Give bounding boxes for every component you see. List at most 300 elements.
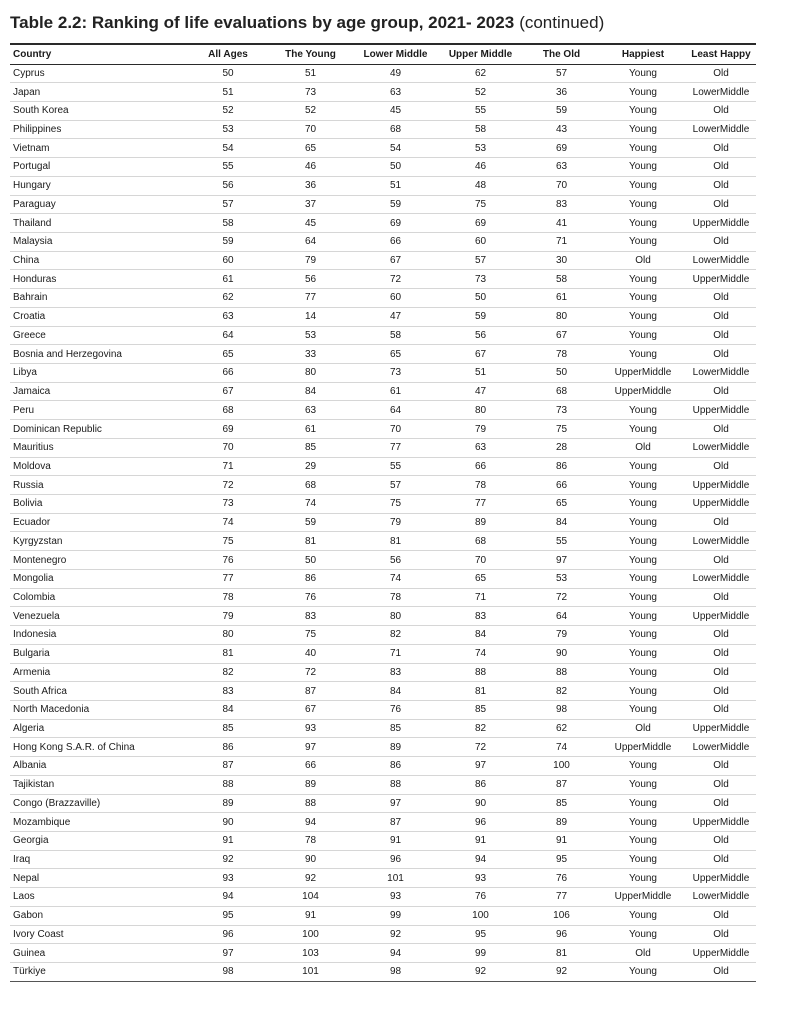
cell-the-young: 103 <box>302 947 319 959</box>
cell-the-old: 68 <box>555 386 568 398</box>
cell-upper-middle: 92 <box>474 966 487 978</box>
cell-least-happy: Old <box>713 386 729 398</box>
cell-all-ages: 53 <box>222 124 234 136</box>
cell-all-ages: 70 <box>222 442 234 454</box>
cell-happiest: Young <box>629 779 657 791</box>
cell-upper-middle: 72 <box>474 741 487 753</box>
cell-least-happy: Old <box>713 591 729 603</box>
cell-all-ages: 72 <box>222 479 234 491</box>
table-title-continued: (continued) <box>519 13 605 32</box>
table-row <box>10 457 756 476</box>
cell-the-young: 84 <box>304 386 317 398</box>
cell-upper-middle: 68 <box>474 535 487 547</box>
cell-least-happy: Old <box>713 760 729 772</box>
cell-upper-middle: 70 <box>474 554 487 566</box>
cell-happiest: Young <box>629 236 657 248</box>
cell-least-happy: Old <box>713 311 729 323</box>
cell-the-young: 101 <box>302 966 319 978</box>
cell-the-old: 66 <box>555 479 568 491</box>
column-header-least-happy: Least Happy <box>691 48 751 60</box>
cell-all-ages: 50 <box>222 67 234 79</box>
table-row <box>10 813 756 832</box>
cell-lower-middle: 60 <box>389 292 402 304</box>
cell-lower-middle: 66 <box>389 236 402 248</box>
cell-all-ages: 60 <box>222 255 234 267</box>
cell-happiest: Young <box>629 479 657 491</box>
cell-lower-middle: 96 <box>389 854 402 866</box>
cell-country: Bahrain <box>13 292 48 304</box>
cell-least-happy: UpperMiddle <box>692 217 750 229</box>
cell-upper-middle: 53 <box>474 142 487 154</box>
cell-country: Malaysia <box>13 236 53 248</box>
cell-upper-middle: 94 <box>474 854 487 866</box>
cell-lower-middle: 83 <box>389 666 402 678</box>
table-row <box>10 289 756 308</box>
cell-least-happy: Old <box>713 554 729 566</box>
cell-the-young: 89 <box>304 779 317 791</box>
table-row <box>10 794 756 813</box>
cell-least-happy: UpperMiddle <box>692 947 750 959</box>
table-row <box>10 607 756 626</box>
cell-the-old: 82 <box>555 685 568 697</box>
cell-all-ages: 71 <box>222 460 234 472</box>
cell-upper-middle: 99 <box>474 947 487 959</box>
cell-happiest: Young <box>629 292 657 304</box>
cell-all-ages: 65 <box>222 348 234 360</box>
table-row <box>10 888 756 907</box>
cell-the-old: 41 <box>555 217 568 229</box>
cell-the-young: 33 <box>304 348 317 360</box>
cell-lower-middle: 69 <box>389 217 402 229</box>
cell-the-young: 104 <box>302 891 319 903</box>
cell-country: Japan <box>13 86 41 98</box>
cell-country: Bulgaria <box>13 648 50 660</box>
cell-upper-middle: 76 <box>474 891 487 903</box>
cell-lower-middle: 89 <box>389 741 402 753</box>
cell-the-young: 67 <box>304 704 317 716</box>
cell-happiest: Old <box>635 947 651 959</box>
cell-all-ages: 94 <box>222 891 234 903</box>
cell-the-old: 61 <box>555 292 568 304</box>
cell-lower-middle: 74 <box>389 573 402 585</box>
cell-all-ages: 74 <box>222 517 234 529</box>
cell-lower-middle: 77 <box>389 442 402 454</box>
cell-all-ages: 59 <box>222 236 234 248</box>
cell-least-happy: Old <box>713 142 729 154</box>
cell-happiest: Young <box>629 329 657 341</box>
cell-the-old: 72 <box>555 591 568 603</box>
cell-all-ages: 98 <box>222 966 234 978</box>
cell-the-old: 53 <box>555 573 568 585</box>
column-header-the-young: The Young <box>285 48 336 60</box>
cell-happiest: Young <box>629 217 657 229</box>
cell-the-old: 76 <box>555 872 568 884</box>
cell-the-young: 88 <box>304 797 317 809</box>
cell-lower-middle: 58 <box>389 329 402 341</box>
cell-all-ages: 90 <box>222 816 234 828</box>
cell-the-old: 78 <box>555 348 568 360</box>
cell-all-ages: 54 <box>222 142 234 154</box>
cell-country: Peru <box>13 404 35 416</box>
cell-happiest: Young <box>629 554 657 566</box>
cell-upper-middle: 57 <box>474 255 487 267</box>
cell-upper-middle: 60 <box>474 236 487 248</box>
cell-upper-middle: 69 <box>474 217 487 229</box>
cell-all-ages: 68 <box>222 404 234 416</box>
column-header-lower-middle: Lower Middle <box>363 48 428 60</box>
table-row <box>10 326 756 345</box>
cell-country: Ecuador <box>13 517 51 529</box>
table-row <box>10 569 756 588</box>
cell-least-happy: UpperMiddle <box>692 498 750 510</box>
cell-lower-middle: 59 <box>389 198 402 210</box>
cell-lower-middle: 50 <box>389 161 402 173</box>
cell-country: Iraq <box>13 854 31 866</box>
cell-happiest: Young <box>629 124 657 136</box>
cell-lower-middle: 49 <box>389 67 402 79</box>
cell-lower-middle: 76 <box>389 704 402 716</box>
cell-happiest: UpperMiddle <box>614 741 672 753</box>
cell-least-happy: Old <box>713 236 729 248</box>
table-row <box>10 101 756 120</box>
cell-least-happy: Old <box>713 423 729 435</box>
cell-least-happy: Old <box>713 180 729 192</box>
cell-country: Türkiye <box>13 966 46 978</box>
cell-country: Moldova <box>13 460 51 472</box>
cell-lower-middle: 93 <box>389 891 402 903</box>
cell-upper-middle: 85 <box>474 704 487 716</box>
cell-the-young: 66 <box>304 760 317 772</box>
cell-the-young: 50 <box>304 554 317 566</box>
cell-lower-middle: 79 <box>389 517 402 529</box>
cell-least-happy: Old <box>713 292 729 304</box>
cell-country: Congo (Brazzaville) <box>13 797 101 809</box>
cell-least-happy: LowerMiddle <box>692 255 750 267</box>
table-row <box>10 775 756 794</box>
cell-all-ages: 84 <box>222 704 234 716</box>
cell-upper-middle: 77 <box>474 498 487 510</box>
cell-country: Hong Kong S.A.R. of China <box>13 741 135 753</box>
cell-least-happy: Old <box>713 666 729 678</box>
cell-all-ages: 85 <box>222 723 234 735</box>
cell-happiest: Young <box>629 348 657 360</box>
cell-lower-middle: 82 <box>389 629 402 641</box>
cell-the-young: 61 <box>304 423 317 435</box>
cell-all-ages: 92 <box>222 854 234 866</box>
cell-country: Armenia <box>13 666 51 678</box>
cell-least-happy: LowerMiddle <box>692 442 750 454</box>
cell-all-ages: 55 <box>222 161 234 173</box>
cell-country: Dominican Republic <box>13 423 102 435</box>
cell-the-young: 100 <box>302 928 319 940</box>
cell-least-happy: LowerMiddle <box>692 741 750 753</box>
cell-all-ages: 61 <box>222 273 234 285</box>
cell-the-old: 43 <box>555 124 568 136</box>
cell-upper-middle: 55 <box>474 105 487 117</box>
cell-the-young: 86 <box>304 573 317 585</box>
cell-the-old: 79 <box>555 629 568 641</box>
cell-the-young: 64 <box>304 236 317 248</box>
cell-least-happy: Old <box>713 460 729 472</box>
cell-upper-middle: 89 <box>474 517 487 529</box>
cell-upper-middle: 95 <box>474 928 487 940</box>
cell-upper-middle: 48 <box>474 180 487 192</box>
cell-lower-middle: 80 <box>389 610 402 622</box>
table-row <box>10 64 756 83</box>
cell-lower-middle: 97 <box>389 797 402 809</box>
cell-lower-middle: 55 <box>389 460 402 472</box>
cell-the-old: 80 <box>555 311 568 323</box>
cell-the-old: 62 <box>555 723 568 735</box>
cell-the-old: 91 <box>555 835 568 847</box>
cell-least-happy: UpperMiddle <box>692 816 750 828</box>
cell-upper-middle: 47 <box>474 386 487 398</box>
cell-all-ages: 75 <box>222 535 234 547</box>
cell-upper-middle: 91 <box>474 835 487 847</box>
table-row <box>10 738 756 757</box>
table-row <box>10 476 756 495</box>
cell-lower-middle: 45 <box>389 105 402 117</box>
cell-the-young: 97 <box>304 741 317 753</box>
cell-least-happy: Old <box>713 329 729 341</box>
column-header-happiest: Happiest <box>621 48 665 60</box>
cell-the-old: 85 <box>555 797 568 809</box>
cell-the-young: 45 <box>304 217 317 229</box>
cell-happiest: Young <box>629 180 657 192</box>
cell-the-young: 51 <box>304 67 317 79</box>
cell-the-young: 92 <box>304 872 317 884</box>
cell-upper-middle: 80 <box>474 404 487 416</box>
cell-happiest: UpperMiddle <box>614 891 672 903</box>
table-row <box>10 420 756 439</box>
cell-all-ages: 52 <box>222 105 234 117</box>
cell-upper-middle: 74 <box>474 648 487 660</box>
cell-the-young: 77 <box>304 292 317 304</box>
cell-all-ages: 64 <box>222 329 234 341</box>
cell-all-ages: 79 <box>222 610 234 622</box>
cell-the-old: 28 <box>555 442 568 454</box>
cell-lower-middle: 101 <box>387 872 404 884</box>
cell-the-old: 65 <box>555 498 568 510</box>
cell-upper-middle: 56 <box>474 329 487 341</box>
cell-all-ages: 73 <box>222 498 234 510</box>
cell-country: Portugal <box>13 161 51 173</box>
cell-upper-middle: 84 <box>474 629 487 641</box>
cell-upper-middle: 66 <box>474 460 487 472</box>
table-row <box>10 588 756 607</box>
cell-happiest: Young <box>629 198 657 210</box>
cell-all-ages: 51 <box>222 86 234 98</box>
cell-the-old: 55 <box>555 535 568 547</box>
cell-all-ages: 91 <box>222 835 234 847</box>
cell-the-old: 36 <box>555 86 568 98</box>
cell-lower-middle: 71 <box>389 648 402 660</box>
table-row <box>10 232 756 251</box>
cell-country: Bolivia <box>13 498 43 510</box>
cell-least-happy: Old <box>713 67 729 79</box>
table-row <box>10 401 756 420</box>
cell-happiest: UpperMiddle <box>614 386 672 398</box>
table-row <box>10 214 756 233</box>
cell-lower-middle: 47 <box>389 311 402 323</box>
cell-country: Mongolia <box>13 573 54 585</box>
cell-lower-middle: 68 <box>389 124 402 136</box>
cell-country: Russia <box>13 479 44 491</box>
table-row <box>10 869 756 888</box>
table-row <box>10 831 756 850</box>
table-row <box>10 925 756 944</box>
cell-happiest: Young <box>629 854 657 866</box>
cell-all-ages: 87 <box>222 760 234 772</box>
cell-the-young: 29 <box>304 460 317 472</box>
cell-upper-middle: 59 <box>474 311 487 323</box>
cell-all-ages: 66 <box>222 367 234 379</box>
cell-country: Gabon <box>13 910 44 922</box>
cell-lower-middle: 51 <box>389 180 402 192</box>
table-row <box>10 700 756 719</box>
cell-upper-middle: 100 <box>472 910 489 922</box>
cell-least-happy: LowerMiddle <box>692 891 750 903</box>
cell-least-happy: Old <box>713 517 729 529</box>
cell-upper-middle: 75 <box>474 198 487 210</box>
cell-lower-middle: 94 <box>389 947 402 959</box>
cell-lower-middle: 61 <box>389 386 402 398</box>
cell-country: Kyrgyzstan <box>13 535 63 547</box>
cell-least-happy: LowerMiddle <box>692 573 750 585</box>
cell-lower-middle: 88 <box>389 779 402 791</box>
cell-upper-middle: 73 <box>474 273 487 285</box>
cell-least-happy: UpperMiddle <box>692 273 750 285</box>
cell-least-happy: LowerMiddle <box>692 535 750 547</box>
table-row <box>10 307 756 326</box>
cell-least-happy: LowerMiddle <box>692 86 750 98</box>
cell-all-ages: 78 <box>222 591 234 603</box>
cell-the-young: 78 <box>304 835 317 847</box>
cell-happiest: Young <box>629 591 657 603</box>
cell-happiest: Young <box>629 273 657 285</box>
cell-happiest: Young <box>629 535 657 547</box>
cell-happiest: Young <box>629 685 657 697</box>
cell-the-young: 56 <box>304 273 317 285</box>
cell-happiest: Old <box>635 255 651 267</box>
cell-the-old: 98 <box>555 704 568 716</box>
cell-the-young: 94 <box>304 816 317 828</box>
cell-the-young: 59 <box>304 517 317 529</box>
cell-all-ages: 88 <box>222 779 234 791</box>
cell-happiest: Young <box>629 966 657 978</box>
cell-the-old: 59 <box>555 105 568 117</box>
cell-the-old: 88 <box>555 666 568 678</box>
cell-country: Nepal <box>13 872 40 884</box>
cell-least-happy: Old <box>713 105 729 117</box>
cell-happiest: Young <box>629 760 657 772</box>
cell-all-ages: 56 <box>222 180 234 192</box>
table-row <box>10 963 756 982</box>
cell-the-young: 83 <box>304 610 317 622</box>
cell-country: Cyprus <box>13 67 45 79</box>
cell-the-young: 68 <box>304 479 317 491</box>
cell-all-ages: 96 <box>222 928 234 940</box>
cell-lower-middle: 65 <box>389 348 402 360</box>
cell-the-old: 71 <box>555 236 568 248</box>
cell-country: Guinea <box>13 947 46 959</box>
cell-country: Paraguay <box>13 198 56 210</box>
cell-country: Algeria <box>13 723 45 735</box>
cell-happiest: Young <box>629 835 657 847</box>
cell-country: Albania <box>13 760 47 772</box>
cell-happiest: Young <box>629 666 657 678</box>
table-row <box>10 850 756 869</box>
column-header-the-old: The Old <box>542 48 581 60</box>
cell-upper-middle: 58 <box>474 124 487 136</box>
cell-the-young: 70 <box>304 124 317 136</box>
table-row <box>10 158 756 177</box>
cell-happiest: Young <box>629 648 657 660</box>
cell-upper-middle: 50 <box>474 292 487 304</box>
cell-upper-middle: 83 <box>474 610 487 622</box>
cell-happiest: Young <box>629 423 657 435</box>
cell-country: South Africa <box>13 685 67 697</box>
cell-least-happy: Old <box>713 161 729 173</box>
cell-upper-middle: 86 <box>474 779 487 791</box>
cell-the-old: 81 <box>555 947 568 959</box>
cell-happiest: Young <box>629 704 657 716</box>
cell-the-young: 81 <box>304 535 317 547</box>
cell-happiest: Young <box>629 797 657 809</box>
cell-the-young: 74 <box>304 498 317 510</box>
cell-least-happy: Old <box>713 779 729 791</box>
cell-country: North Macedonia <box>13 704 90 716</box>
cell-upper-middle: 78 <box>474 479 487 491</box>
cell-all-ages: 76 <box>222 554 234 566</box>
cell-upper-middle: 51 <box>474 367 487 379</box>
cell-least-happy: Old <box>713 704 729 716</box>
cell-the-young: 79 <box>304 255 317 267</box>
cell-the-young: 46 <box>304 161 317 173</box>
cell-happiest: Young <box>629 161 657 173</box>
cell-lower-middle: 91 <box>389 835 402 847</box>
cell-the-old: 77 <box>555 891 568 903</box>
cell-upper-middle: 93 <box>474 872 487 884</box>
cell-the-young: 63 <box>304 404 317 416</box>
cell-country: Hungary <box>13 180 51 192</box>
cell-lower-middle: 84 <box>389 685 402 697</box>
table-row <box>10 120 756 139</box>
cell-least-happy: UpperMiddle <box>692 723 750 735</box>
cell-the-old: 57 <box>555 67 568 79</box>
cell-lower-middle: 54 <box>389 142 402 154</box>
table-row <box>10 438 756 457</box>
cell-the-young: 75 <box>304 629 317 641</box>
cell-the-old: 74 <box>555 741 568 753</box>
cell-the-young: 36 <box>304 180 317 192</box>
cell-least-happy: UpperMiddle <box>692 872 750 884</box>
cell-lower-middle: 73 <box>389 367 402 379</box>
cell-all-ages: 63 <box>222 311 234 323</box>
ranking-table <box>10 43 756 982</box>
cell-the-young: 80 <box>304 367 317 379</box>
table-row <box>10 626 756 645</box>
cell-the-young: 40 <box>304 648 317 660</box>
cell-all-ages: 58 <box>222 217 234 229</box>
cell-happiest: Young <box>629 629 657 641</box>
cell-country: Laos <box>13 891 35 903</box>
table-row <box>10 513 756 532</box>
table-body <box>10 64 756 981</box>
cell-upper-middle: 82 <box>474 723 487 735</box>
cell-the-young: 53 <box>304 329 317 341</box>
cell-lower-middle: 72 <box>389 273 402 285</box>
